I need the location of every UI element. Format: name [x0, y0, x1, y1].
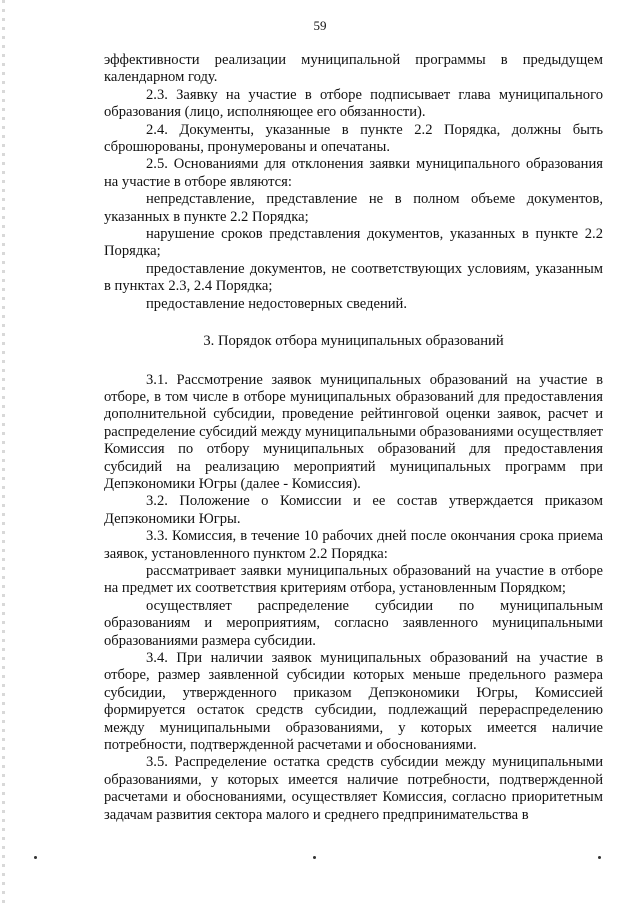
scan-speck — [34, 856, 37, 859]
list-item-rejection-reason: предоставление документов, не соответствующих условиям, указанным в пунктах 2.3, 2.4 Порядка; — [104, 260, 603, 295]
paragraph-3-3: 3.3. Комиссия, в течение 10 рабочих дней после окончания срока приема заявок, установленного пунктом 2.2 Порядка: — [104, 528, 603, 562]
list-item-rejection-reason: нарушение сроков представления документов, указанных в пункте 2.2 Порядка; — [104, 226, 603, 260]
list-item-commission-duty: рассматривает заявки муниципальных образований на участие в отборе на предмет их соответствия критериям отбора, установленным Порядком; — [104, 562, 603, 597]
document-body — [104, 52, 603, 824]
paragraph-3-1: 3.1. Рассмотрение заявок муниципальных образований на участие в отборе, в том числе в отборе муниципальных образований для предоставления дополнительной субсидии, проведение рейтинговой оценки заявок, расчет и распределение субсидий между муниципальными образованиями осуществляет Комиссия по отбору муниципальных образований для предоставления субсидий на реализацию мероприятий муниципальных программ при Депэкономики Югры (далее - Комиссия). — [104, 371, 603, 492]
paragraph-2-3: 2.3. Заявку на участие в отборе подписывает глава муниципального образования (лицо, исполняющее его обязанности). — [104, 86, 603, 121]
paragraph-3-4: 3.4. При наличии заявок муниципальных образований на участие в отборе, размер заявленной субсидии которых меньше предельного размера субсидии, утвержденного приказом Депэкономики Югры, Комиссией формируется остаток средств субсидии, подлежащий перераспределению между муниципальными образованиями, у которых имеется наличие потребности, подтвержденной расчетами и обоснованиями. — [104, 650, 603, 754]
scan-speck — [313, 856, 316, 859]
paragraph-2-5: 2.5. Основаниями для отклонения заявки муниципального образования на участие в отборе являются: — [104, 156, 603, 190]
scan-speck — [598, 856, 601, 859]
list-item-rejection-reason: предоставление недостоверных сведений. — [146, 295, 408, 312]
section-heading: 3. Порядок отбора муниципальных образований — [203, 333, 504, 350]
list-item-rejection-reason: непредставление, представление не в полном объеме документов, указанных в пункте 2.2 Порядка; — [104, 191, 603, 225]
paragraph-3-2: 3.2. Положение о Комиссии и ее состав утверждается приказом Депэкономики Югры. — [104, 493, 603, 527]
list-item-commission-duty: осуществляет распределение субсидии по муниципальным образованиям и мероприятиям, согласно заявленного муниципальными образованиями размера субсидии. — [104, 597, 603, 649]
paragraph-continuation: эффективности реализации муниципальной программы в предыдущем календарном году. — [104, 52, 603, 86]
scan-edge-artifact — [2, 0, 5, 905]
page-number: 59 — [313, 18, 327, 33]
paragraph-3-5: 3.5. Распределение остатка средств субсидии между муниципальными образованиями, у которых имеется наличие потребности, подтвержденной расчетами и обоснованиями, осуществляет Комиссия, согласно приоритетным задачам развития сектора малого и среднего предпринимательства в — [104, 754, 603, 823]
paragraph-2-4: 2.4. Документы, указанные в пункте 2.2 Порядка, должны быть сброшюрованы, пронумерованы и опечатаны. — [104, 121, 603, 156]
